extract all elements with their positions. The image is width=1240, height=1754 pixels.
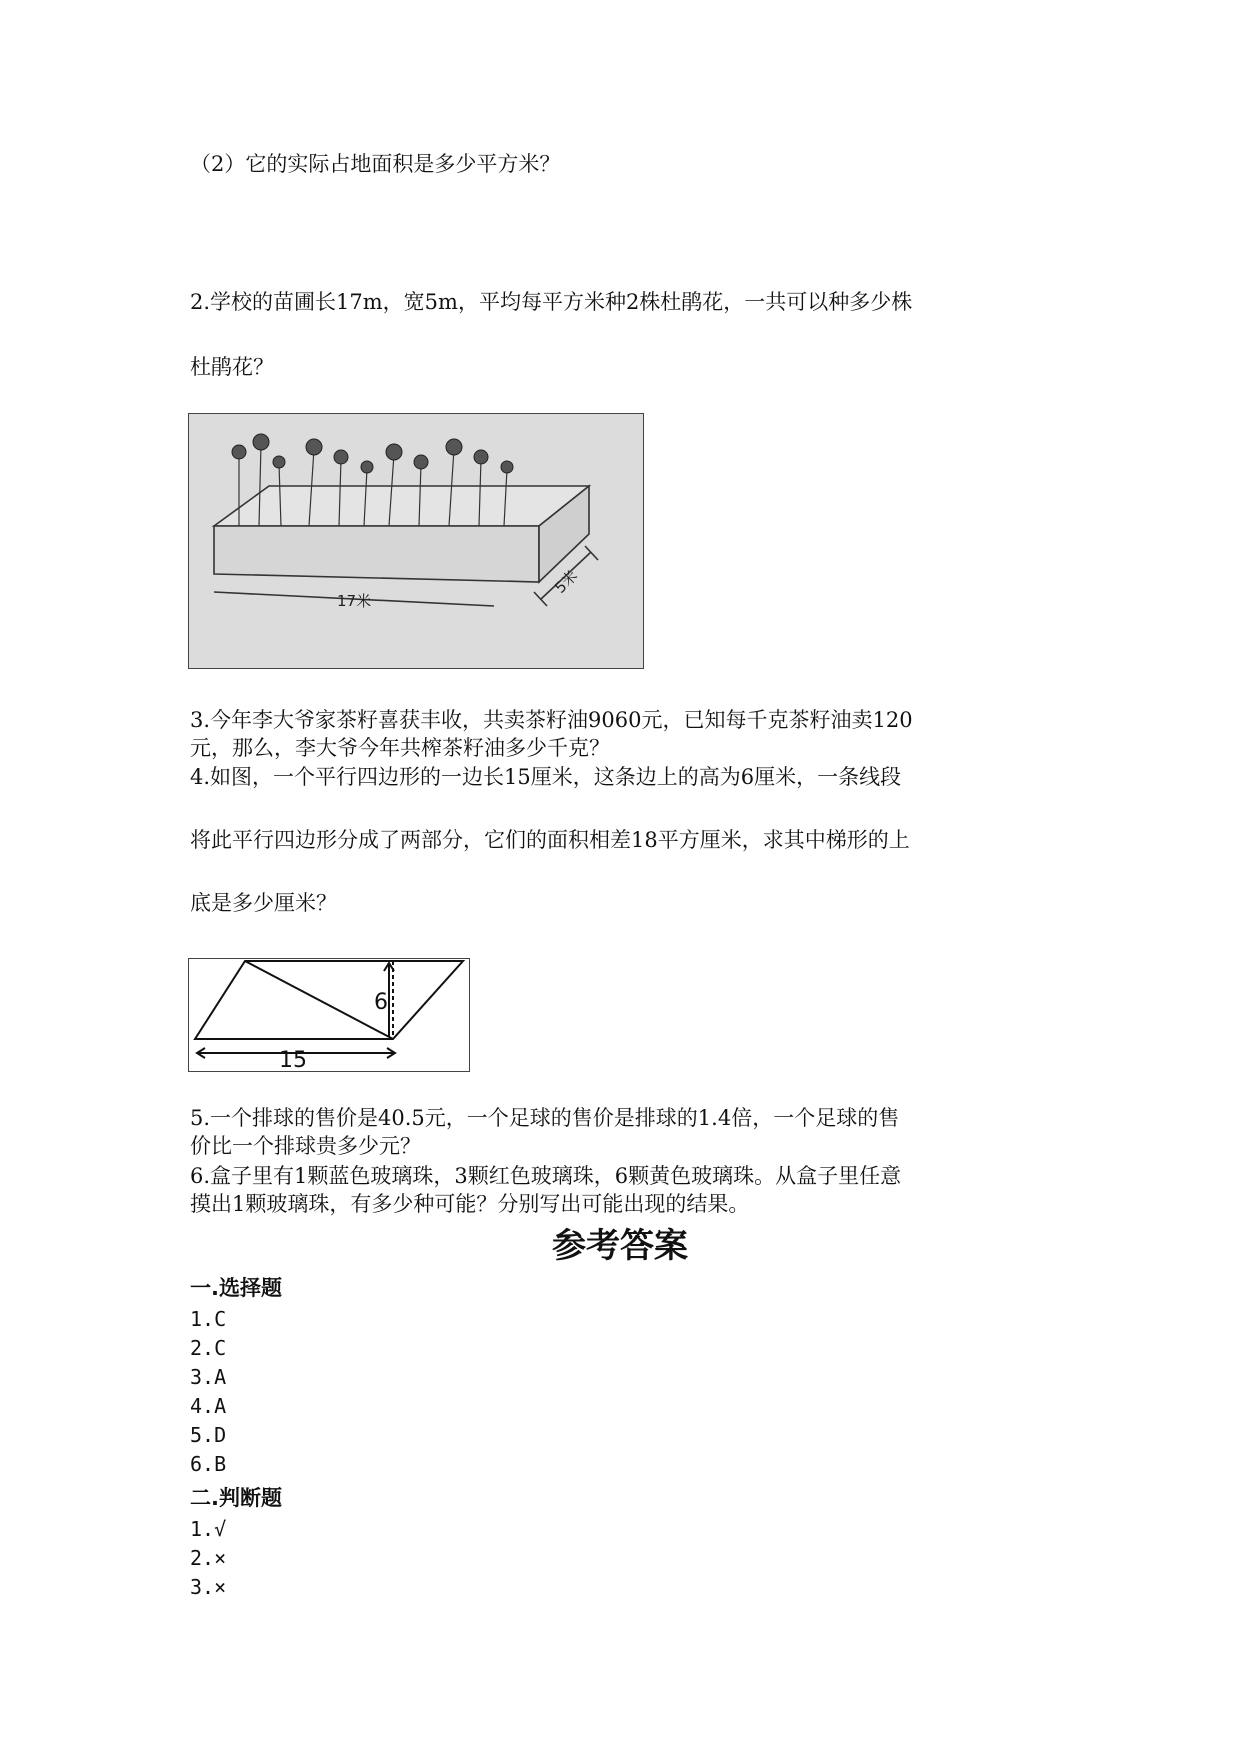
answer-item: 6.B xyxy=(190,1452,227,1476)
answer-item: 4.A xyxy=(190,1394,227,1418)
q5-line1: 5.一个排球的售价是40.5元，一个足球的售价是排球的1.4倍，一个足球的售 xyxy=(190,1106,900,1130)
q6-line2: 摸出1颗玻璃珠，有多少种可能？分别写出可能出现的结果。 xyxy=(190,1192,750,1216)
q6-line1: 6.盒子里有1颗蓝色玻璃珠，3颗红色玻璃珠，6颗黄色玻璃珠。从盒子里任意 xyxy=(190,1164,902,1188)
answer-item: 2.C xyxy=(190,1336,227,1360)
flower-bed-figure xyxy=(188,413,644,669)
answer-item: 2.× xyxy=(190,1546,227,1570)
q4-line2: 将此平行四边形分成了两部分，它们的面积相差18平方厘米，求其中梯形的上 xyxy=(190,828,910,852)
section2-heading: 二.判断题 xyxy=(190,1486,282,1510)
width-label: 5米 xyxy=(551,566,582,597)
q4-line1: 4.如图，一个平行四边形的一边长15厘米，这条边上的高为6厘米，一条线段 xyxy=(190,765,902,789)
answer-item: 3.× xyxy=(190,1575,227,1599)
section1-heading: 一.选择题 xyxy=(190,1276,282,1300)
q5-line2: 价比一个排球贵多少元？ xyxy=(190,1134,421,1158)
height-label: 6 xyxy=(374,990,388,1015)
parallelogram-figure xyxy=(188,958,470,1072)
answer-item: 1.C xyxy=(190,1307,227,1331)
length-label: 17米 xyxy=(337,592,372,610)
q3-line1: 3.今年李大爷家茶籽喜获丰收，共卖茶籽油9060元，已知每千克茶籽油卖120 xyxy=(190,708,913,732)
parallelogram-drawing xyxy=(189,959,468,1070)
flower-bed-drawing xyxy=(189,414,642,667)
q1-part2: （2）它的实际占地面积是多少平方米？ xyxy=(190,152,561,176)
answer-item: 1.√ xyxy=(190,1517,227,1541)
answers-title: 参考答案 xyxy=(552,1226,688,1266)
q4-line3: 底是多少厘米？ xyxy=(190,891,337,915)
base-label: 15 xyxy=(279,1048,307,1070)
q3-line2: 元，那么，李大爷今年共榨茶籽油多少千克？ xyxy=(190,736,610,760)
q2-line1: 2.学校的苗圃长17m，宽5m，平均每平方米种2株杜鹃花，一共可以种多少株 xyxy=(190,290,913,314)
answer-item: 5.D xyxy=(190,1423,227,1447)
q2-line2: 杜鹃花？ xyxy=(190,355,274,379)
answer-item: 3.A xyxy=(190,1365,227,1389)
